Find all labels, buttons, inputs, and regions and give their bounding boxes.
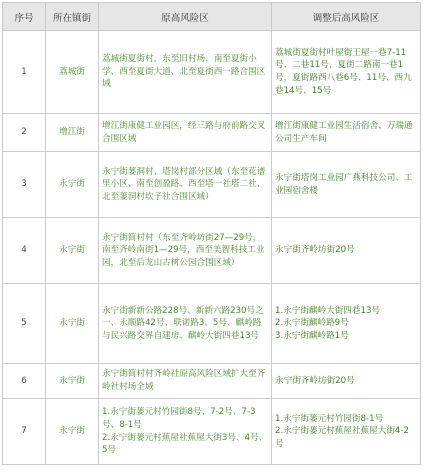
cell-no: 2	[3, 114, 46, 152]
cell-no: 5	[3, 284, 46, 364]
cell-no: 1	[3, 31, 46, 114]
table-row	[3, 284, 421, 364]
risk-area-table	[2, 2, 421, 465]
cell-no: 3	[3, 152, 46, 218]
table-row	[3, 114, 421, 152]
cell-original-area: 永宁街简村村（东至齐岭坊街27—29号，南至齐岭南街1—29号，西至美智科技工业园，北至后龙山古树公园合围区域）	[99, 218, 272, 284]
header-original-area: 原高风险区	[99, 3, 272, 31]
cell-original-area: 永宁街简村村齐岭社原高风险区域扩大至齐岭社村场全域	[99, 364, 272, 399]
table-row	[3, 218, 421, 284]
cell-original-area: 荔城街夏街村，东至旧村场、南至夏街小学、西至夏街大道、北至夏街西一路合围区域	[99, 31, 272, 114]
cell-street: 永宁街	[46, 364, 99, 399]
cell-no: 7	[3, 399, 46, 465]
cell-original-area: 1.永宁街蒌元村竹园街8号、7-2号、7-3号、8-1号 2.永宁街蒌元村蕉屋社蕉屋大街3号、4号、5号	[99, 399, 272, 465]
cell-street: 永宁街	[46, 218, 99, 284]
header-adjusted-area: 调整后高风险区	[272, 3, 421, 31]
cell-adjusted-area: 永宁街齐岭坊街20号	[272, 364, 421, 399]
table-row	[3, 364, 421, 399]
cell-adjusted-area: 增江街康健工业园生活宿舍、万瑞通公司生产车间	[272, 114, 421, 152]
cell-street: 荔城街	[46, 31, 99, 114]
cell-street: 增江街	[46, 114, 99, 152]
cell-original-area: 增江街康健工业园区，经三路与府前路交叉合围区域	[99, 114, 272, 152]
cell-street: 永宁街	[46, 284, 99, 364]
table-row	[3, 152, 421, 218]
cell-street: 永宁街	[46, 152, 99, 218]
cell-no: 6	[3, 364, 46, 399]
cell-original-area: 永宁街新新公路228号、新新六路230号之一、永顺路42号、联诺路3、5号、麒岭路与民兴路交界自建房、麒岭大街四巷13号	[99, 284, 272, 364]
cell-adjusted-area: 1.永宁街蒌元村竹园街8-1号 2.永宁街蒌元村蕉屋社蕉屋大街4-2号	[272, 399, 421, 465]
cell-no: 4	[3, 218, 46, 284]
table-header-row	[3, 3, 421, 31]
table-row	[3, 31, 421, 114]
table-row	[3, 399, 421, 465]
cell-original-area: 永宁街蒌洞村、塔岗村部分区域（东至花谱里小区、南至创盈路、西至塔一社塔二社、北至蒌洞村坎子社合围区域）	[99, 152, 272, 218]
header-no: 序号	[3, 3, 46, 31]
cell-street: 永宁街	[46, 399, 99, 465]
cell-adjusted-area: 1.永宁街麒岭大街四巷13号 2.永宁街麒岭路9号 3.永宁街麒岭路1号	[272, 284, 421, 364]
header-street: 所在镇街	[46, 3, 99, 31]
cell-adjusted-area: 永宁街塔岗工业园广燕科技公司、工业园宿舍楼	[272, 152, 421, 218]
cell-adjusted-area: 荔城街夏街村叶屋街王屋一巷7-11号、二巷11号，夏街二路南一巷1号，夏街路西八巷6号、11号、西九巷14号、15号	[272, 31, 421, 114]
cell-adjusted-area: 永宁街齐岭坊街20号	[272, 218, 421, 284]
risk-area-table-page	[0, 2, 423, 474]
